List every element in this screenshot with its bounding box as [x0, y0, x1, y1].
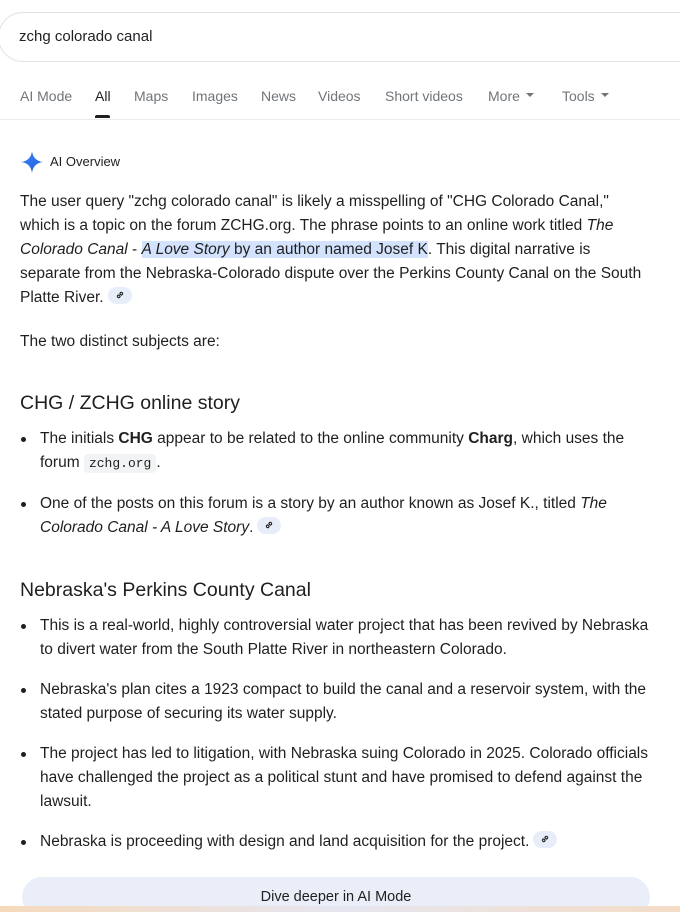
intro-text-a: The user query "zchg colorado canal" is likely a misspelling of "CHG Colorado Canal," which is a topic on the forum ZCHG.org. The phrase points to an online work titled	[20, 193, 609, 234]
ai-overview-intro	[20, 190, 650, 310]
caret-down-icon	[601, 93, 609, 97]
intro-highlight-rest: by an author named Josef K	[229, 241, 428, 258]
bullet-text: This is a real-world, highly controversial water project that has been revived by Nebraska to divert water from the South Platte River in northeastern Colorado.	[40, 617, 649, 658]
bullet-bold: CHG	[118, 430, 153, 447]
list-item	[20, 492, 650, 540]
subjects-line: The two distinct subjects are:	[20, 333, 220, 350]
link-icon	[264, 520, 274, 530]
source-link-chip[interactable]	[533, 831, 557, 848]
intro-highlight-title: A Love Story	[141, 241, 230, 258]
search-input[interactable]	[19, 28, 519, 45]
list-item	[20, 614, 650, 662]
bullet-text: One of the posts on this forum is a story by an author known as Josef K., titled	[40, 495, 581, 512]
bottom-gradient-strip	[0, 906, 680, 912]
bullet-bold: Charg	[468, 430, 514, 447]
tab-tools-label: Tools	[562, 88, 595, 104]
bullet-text: .	[249, 519, 254, 536]
story-title: The Colorado Canal - A Love Story	[40, 495, 607, 536]
tab-more[interactable]	[488, 88, 534, 104]
tab-short-videos[interactable]: Short videos	[385, 88, 463, 104]
list-item	[20, 427, 650, 476]
section-perkins-list	[20, 614, 650, 870]
list-item	[20, 742, 650, 814]
sparkle-icon	[20, 150, 44, 174]
section-heading-perkins: Nebraska's Perkins County Canal	[20, 579, 311, 601]
intro-dash: -	[127, 241, 142, 258]
source-link-chip[interactable]	[257, 517, 281, 534]
tab-all[interactable]: All	[95, 88, 111, 104]
section-heading-chg: CHG / ZCHG online story	[20, 392, 240, 414]
bullet-text: Nebraska is proceeding with design and land acquisition for the project.	[40, 833, 530, 850]
tab-ai-mode[interactable]: AI Mode	[20, 88, 73, 104]
bullet-text: .	[156, 454, 161, 471]
list-item	[20, 830, 650, 854]
link-icon	[115, 290, 125, 300]
source-link-chip[interactable]	[108, 287, 132, 304]
caret-down-icon	[526, 93, 534, 97]
tab-more-label: More	[488, 88, 520, 104]
intro-text-b: . This digital narrative is separate from the Nebraska-Colorado dispute over the Perkins County Canal on the South Platte River.	[20, 241, 642, 306]
tab-tools[interactable]	[562, 88, 609, 104]
bullet-text: , which uses the forum	[40, 430, 625, 471]
section-chg-list	[20, 427, 650, 556]
search-tabs	[0, 86, 680, 120]
highlighted-citation[interactable]	[142, 241, 428, 258]
bullet-text: Nebraska's plan cites a 1923 compact to build the canal and a reservoir system, with the stated purpose of securing its water supply.	[40, 681, 647, 722]
active-tab-indicator	[95, 115, 110, 118]
bullet-text: appear to be related to the online community	[152, 430, 469, 447]
tab-news[interactable]: News	[261, 88, 297, 104]
tab-images[interactable]: Images	[192, 88, 238, 104]
intro-work-title: The Colorado Canal	[20, 217, 614, 258]
list-item	[20, 678, 650, 726]
bullet-text: The initials	[40, 430, 119, 447]
bullet-text: The project has led to litigation, with Nebraska suing Colorado in 2025. Colorado officials have challenged the project as a political stunt and have promised to defend against the lawsuit.	[40, 745, 649, 810]
dive-deeper-button[interactable]: Dive deeper in AI Mode	[22, 877, 650, 912]
search-box[interactable]	[0, 12, 680, 62]
link-icon	[540, 834, 550, 844]
tab-maps[interactable]: Maps	[134, 88, 169, 104]
ai-overview-title: AI Overview	[50, 154, 121, 169]
tab-videos[interactable]: Videos	[318, 88, 361, 104]
forum-domain-code: zchg.org	[84, 454, 156, 473]
